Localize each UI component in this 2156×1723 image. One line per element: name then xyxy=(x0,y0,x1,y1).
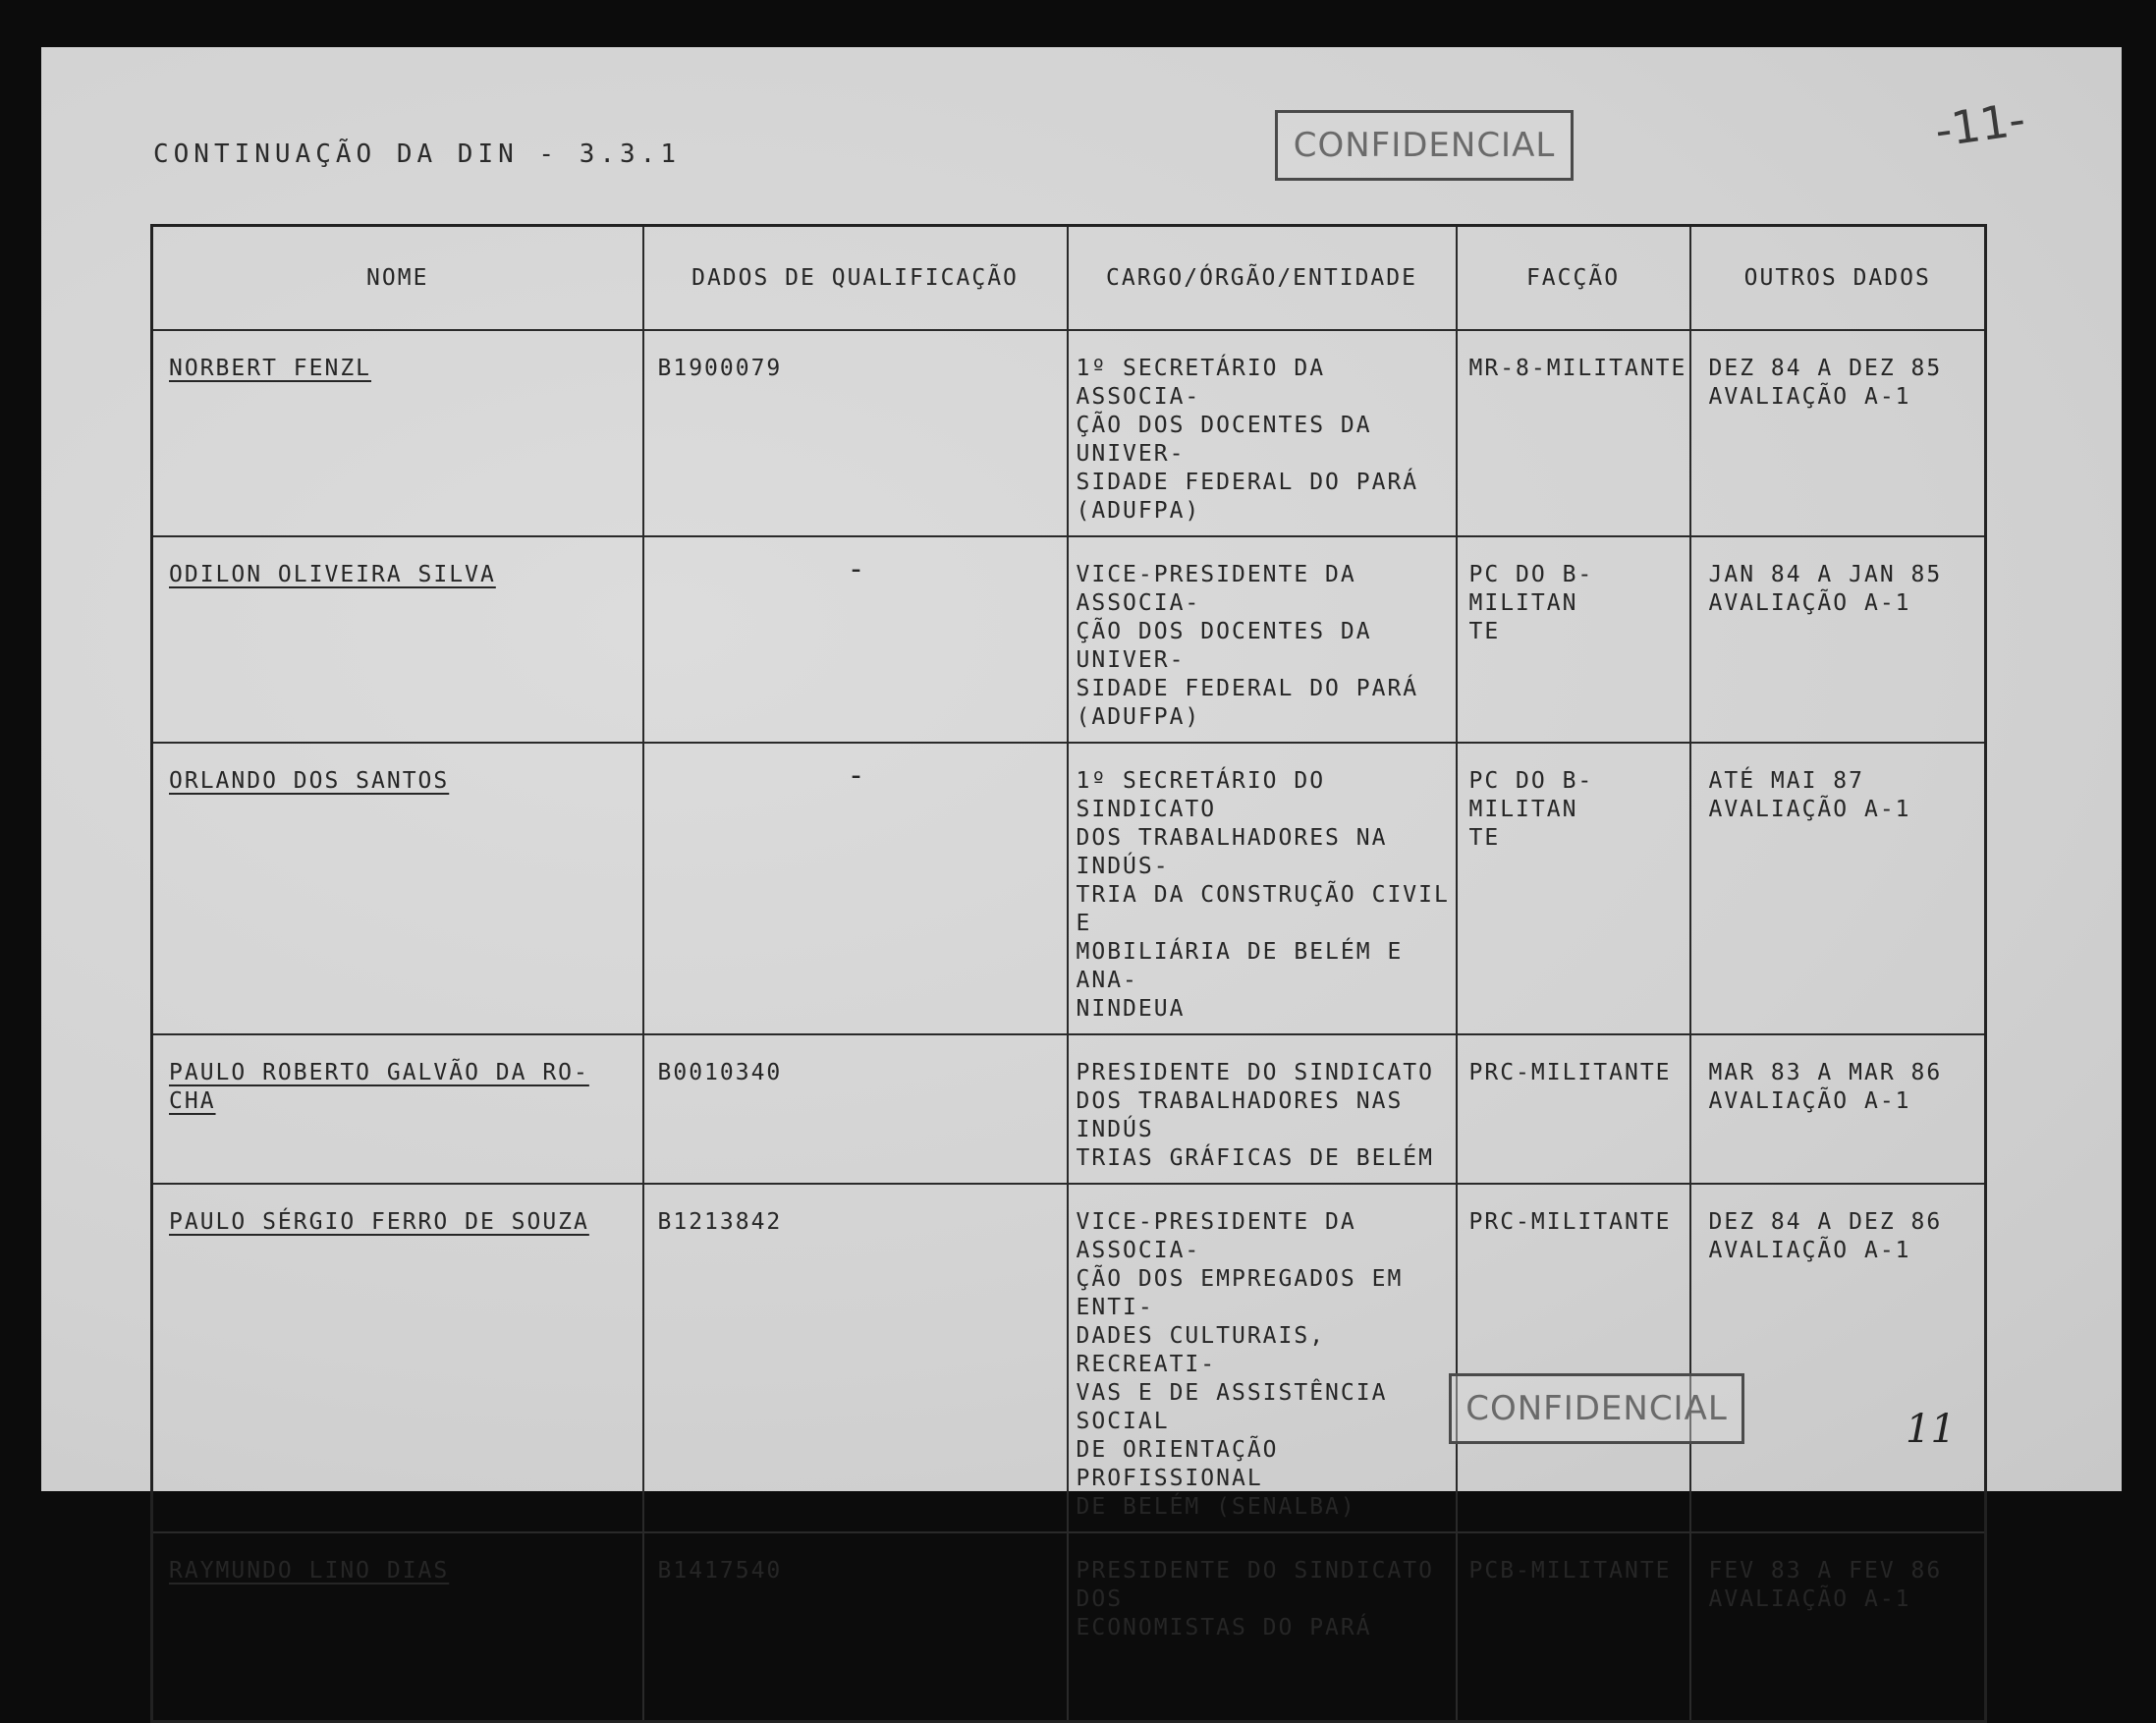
cell-cargo: VICE-PRESIDENTE DA ASSOCIA- ÇÃO DOS EMPREGADOS EM ENTI- DADES CULTURAIS, RECREATI- VAS E DE ASSISTÊNCIA SOCIAL DE ORIENTAÇÃO PROFISSIONAL DE BELÉM (SENALBA) xyxy=(1076,1209,1404,1520)
cell-dados: B1900079 xyxy=(657,356,783,381)
cell-outros: MAR 83 A MAR 86 AVALIAÇÃO A-1 xyxy=(1708,1060,1943,1114)
handwritten-corner-mark: 11 xyxy=(1906,1407,1956,1452)
cell-outros: JAN 84 A JAN 85 AVALIAÇÃO A-1 xyxy=(1708,562,1943,616)
cell-dados: B0010340 xyxy=(657,1060,783,1085)
cell-outros: FEV 83 A FEV 86 AVALIAÇÃO A-1 xyxy=(1708,1558,1943,1612)
header-faccao: FACÇÃO xyxy=(1457,226,1690,331)
cell-faccao: PC DO B-MILITAN TE xyxy=(1468,562,1594,644)
handwritten-page-number: -11- xyxy=(1931,91,2029,158)
cell-faccao: PCB-MILITANTE xyxy=(1468,1558,1672,1584)
confidential-stamp-bottom: CONFIDENCIAL xyxy=(1449,1373,1744,1444)
cell-faccao: PRC-MILITANTE xyxy=(1468,1060,1672,1085)
cell-dados: B1213842 xyxy=(657,1209,783,1235)
cell-faccao: MR-8-MILITANTE xyxy=(1468,356,1687,381)
cell-nome: NORBERT FENZL xyxy=(169,356,372,381)
cell-faccao: PC DO B-MILITAN TE xyxy=(1468,768,1594,851)
cell-faccao: PRC-MILITANTE xyxy=(1468,1209,1672,1235)
table-row xyxy=(152,1184,1986,1532)
cell-nome: ODILON OLIVEIRA SILVA xyxy=(169,562,496,587)
cell-cargo: VICE-PRESIDENTE DA ASSOCIA- ÇÃO DOS DOCENTES DA UNIVER- SIDADE FEDERAL DO PARÁ (ADUFPA) xyxy=(1076,562,1419,730)
cell-cargo: PRESIDENTE DO SINDICATO DOS TRABALHADORES NAS INDÚS TRIAS GRÁFICAS DE BELÉM xyxy=(1076,1060,1434,1171)
table-header-row xyxy=(152,226,1986,331)
header-dados: DADOS DE QUALIFICAÇÃO xyxy=(643,226,1068,331)
cell-cargo: 1º SECRETÁRIO DA ASSOCIA- ÇÃO DOS DOCENTES DA UNIVER- SIDADE FEDERAL DO PARÁ (ADUFPA) xyxy=(1076,356,1419,524)
header-outros: OUTROS DADOS xyxy=(1690,226,1986,331)
table-row xyxy=(152,536,1986,743)
cell-nome: PAULO ROBERTO GALVÃO DA RO- CHA xyxy=(169,1060,589,1114)
cell-outros: DEZ 84 A DEZ 85 AVALIAÇÃO A-1 xyxy=(1708,356,1943,410)
table-row xyxy=(152,1532,1986,1722)
cell-outros: DEZ 84 A DEZ 86 AVALIAÇÃO A-1 xyxy=(1708,1209,1943,1263)
cell-cargo: 1º SECRETÁRIO DO SINDICATO DOS TRABALHADORES NA INDÚS- TRIA DA CONSTRUÇÃO CIVIL E MOBILIÁRIA DE BELÉM E ANA- NINDEUA xyxy=(1076,768,1450,1022)
document-heading: CONTINUAÇÃO DA DIN - 3.3.1 xyxy=(153,139,681,169)
cell-dados: - xyxy=(847,552,867,586)
cell-nome: PAULO SÉRGIO FERRO DE SOUZA xyxy=(169,1209,589,1235)
cell-dados: B1417540 xyxy=(657,1558,783,1584)
header-nome: NOME xyxy=(152,226,643,331)
header-cargo: CARGO/ÓRGÃO/ENTIDADE xyxy=(1068,226,1457,331)
records-table xyxy=(150,224,1987,1723)
cell-outros: ATÉ MAI 87 AVALIAÇÃO A-1 xyxy=(1708,768,1911,822)
cell-dados: - xyxy=(847,758,867,793)
table-row xyxy=(152,743,1986,1034)
confidential-stamp-top: CONFIDENCIAL xyxy=(1275,110,1574,181)
table-row xyxy=(152,330,1986,536)
cell-nome: ORLANDO DOS SANTOS xyxy=(169,768,450,794)
cell-cargo: PRESIDENTE DO SINDICATO DOS ECONOMISTAS DO PARÁ xyxy=(1076,1558,1434,1640)
table-row xyxy=(152,1034,1986,1184)
cell-nome: RAYMUNDO LINO DIAS xyxy=(169,1558,450,1584)
